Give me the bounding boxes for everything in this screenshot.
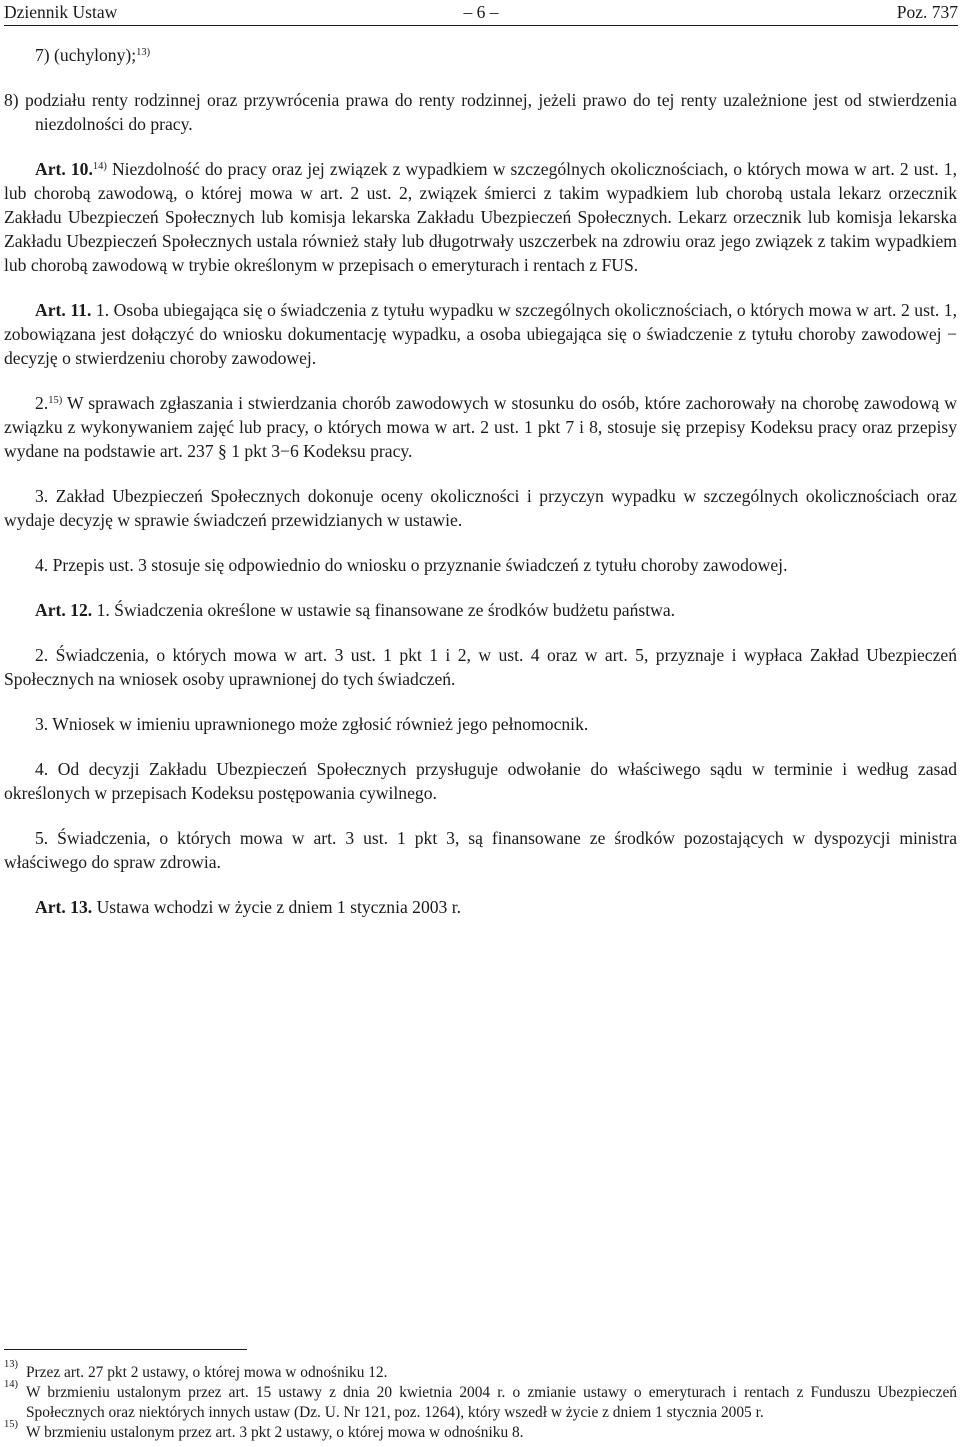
article-12-label: Art. 12. [35, 600, 93, 620]
footnote-number: 15) [4, 1419, 18, 1430]
article-10: Art. 10.$^{14)}$ Niezdolność do pracy oraz jej związek z wypadkiem w szczególnych okolicznościach, o których mowa w art. 2 ust. 1, lub chorobą zawodową, o której mowa w art. 2 ust. 2, związek śmierci z takim wypadkiem lub chorobą ustala lekarz orzecznik Zakładu Ubezpieczeń Społecznych lub komisja lekarska Zakładu Ubezpieczeń Społecznych. Lekarz orzecznik lub komisja lekarska Zakładu Ubezpieczeń Społecznych ustala również stały lub długotrwały uszczerbek na zdrowiu oraz jego związek z takim wypadkiem lub chorobą zawodową w trybie określonym w przepisach o emeryturach i rentach z FUS. [4, 159, 957, 275]
point-8: 8) podziału renty rodzinnej oraz przywrócenia prawa do renty rodzinnej, jeżeli prawo do tej renty uzależnione jest od stwierdzenia niezdolności do pracy. [4, 90, 957, 134]
footnote-14 [4, 1379, 957, 1423]
article-12-para-5: 5. Świadczenia, o których mowa w art. 3 ust. 1 pkt 3, są finansowane ze środków pozostających w dyspozycji ministra właściwego do spraw zdrowia. [4, 828, 957, 872]
article-11-label: Art. 11. [35, 300, 92, 320]
article-11-para-3: 3. Zakład Ubezpieczeń Społecznych dokonuje oceny okoliczności i przyczyn wypadku w szczególnych okolicznościach oraz wydaje decyzję w sprawie świadczeń przewidzianych w ustawie. [4, 486, 957, 530]
footnote-text: Przez art. 27 pkt 2 ustawy, o której mowa w odnośniku 12. [26, 1364, 388, 1381]
page-header [4, 1, 958, 26]
footnote-number: 14) [4, 1379, 18, 1390]
point-7: 7) (uchylony);$^{13)}$ [35, 45, 151, 65]
article-13-label: Art. 13. [35, 897, 93, 917]
article-12-para-1: Art. 12. 1. Świadczenia określone w ustawie są finansowane ze środków budżetu państwa. [35, 600, 676, 620]
footnote-ref-14: 14) [92, 161, 107, 172]
footnote-15 [4, 1419, 957, 1443]
position-number: Poz. 737 [896, 2, 958, 22]
article-11-para-4: 4. Przepis ust. 3 stosuje się odpowiednio do wniosku o przyznanie świadczeń z tytułu choroby zawodowej. [35, 555, 788, 575]
footnote-13 [4, 1359, 957, 1383]
page-number: – 6 – [463, 2, 499, 22]
article-12-para-2: 2. Świadczenia, o których mowa w art. 3 ust. 1 pkt 1 i 2, w ust. 4 oraz w art. 5, przyznaje i wypłaca Zakład Ubezpieczeń Społecznych na wniosek osoby uprawnionej do tych świadczeń. [4, 645, 957, 689]
document-body [4, 43, 957, 940]
footnote-divider [4, 1349, 247, 1350]
article-13: Art. 13. Ustawa wchodzi w życie z dniem 1 stycznia 2003 r. [35, 897, 462, 917]
footnote-text: W brzmieniu ustalonym przez art. 3 pkt 2 ustawy, o której mowa w odnośniku 8. [26, 1424, 524, 1441]
footnote-text: W brzmieniu ustalonym przez art. 15 ustawy z dnia 20 kwietnia 2004 r. o zmianie ustawy o emeryturach i rentach z Funduszu Ubezpieczeń Społecznych oraz niektórych innych ustaw (Dz. U. Nr 121, poz. 1264), który wszedł w życie z dniem 1 stycznia 2005 r. [26, 1384, 957, 1421]
footnote-ref-15: 15) [48, 395, 63, 406]
article-11-para-2: 2.$^{15)}$ W sprawach zgłaszania i stwierdzania chorób zawodowych w stosunku do osób, które zachorowały na chorobę zawodową w związku z wykonywaniem zajęć lub pracy, o których mowa w art. 2 ust. 1 pkt 7 i 8, stosuje się przepisy Kodeksu pracy oraz przepisy wydane na podstawie art. 237 § 1 pkt 3−6 Kodeksu pracy. [4, 393, 957, 461]
article-11-para-1: Art. 11. 1. Osoba ubiegająca się o świadczenia z tytułu wypadku w szczególnych okolicznościach, o których mowa w art. 2 ust. 1, zobowiązana jest dołączyć do wniosku dokumentację wypadku, a osoba ubiegająca się o świadczenie z tytułu choroby zawodowej − decyzję o stwierdzeniu choroby zawodowej. [4, 300, 957, 368]
article-12-para-3: 3. Wniosek w imieniu uprawnionego może zgłosić również jego pełnomocnik. [35, 714, 589, 734]
footnote-number: 13) [4, 1359, 18, 1370]
article-12-para-4: 4. Od decyzji Zakładu Ubezpieczeń Społecznych przysługuje odwołanie do właściwego sądu w terminie i według zasad określonych w przepisach Kodeksu postępowania cywilnego. [4, 759, 957, 803]
footnote-ref-13: 13) [136, 47, 151, 58]
journal-title: Dziennik Ustaw [4, 2, 118, 22]
article-10-label: Art. 10. [35, 159, 93, 179]
